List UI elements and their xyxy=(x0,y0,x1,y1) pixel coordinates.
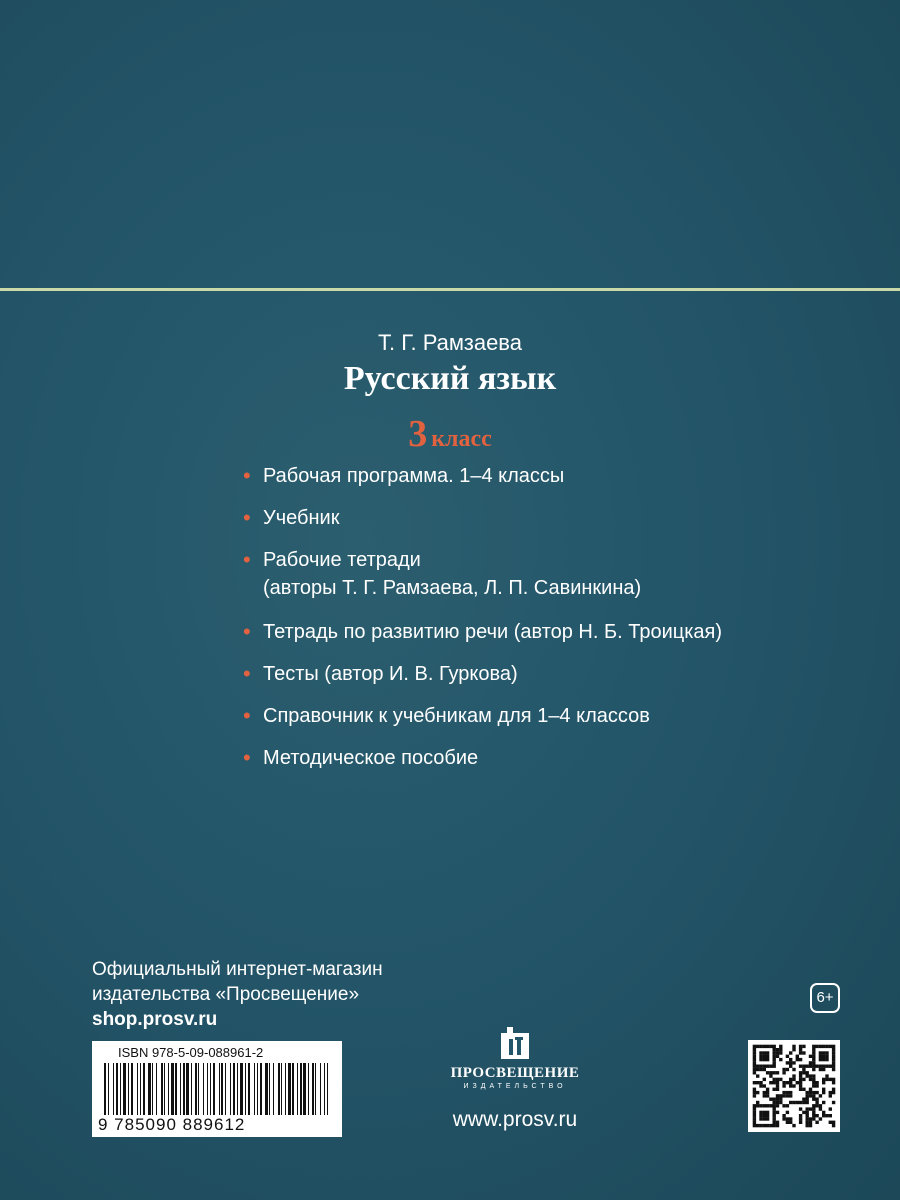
shop-info xyxy=(92,957,383,1032)
barcode-digits: 9 785090 889612 xyxy=(98,1115,246,1134)
list-item-text: Тетрадь по развитию речи (автор Н. Б. Троицкая) xyxy=(263,621,722,643)
shop-url[interactable]: shop.prosv.ru xyxy=(92,1009,218,1030)
list-item xyxy=(243,660,863,688)
author-name: Т. Г. Рамзаева xyxy=(378,330,522,355)
age-rating-badge: 6+ xyxy=(810,983,840,1013)
grade-number: 3 xyxy=(408,413,428,455)
shop-line-2: издательства «Просвещение» xyxy=(92,984,360,1005)
publisher-website[interactable]: www.prosv.ru xyxy=(452,1108,578,1131)
publisher-subtitle: ИЗДАТЕЛЬСТВО xyxy=(463,1083,567,1090)
isbn-text: ISBN 978-5-09-088961-2 xyxy=(118,1045,264,1060)
list-item-text: Справочник к учебникам для 1–4 классов xyxy=(263,705,650,727)
publisher-logo-icon xyxy=(495,1023,535,1063)
grade-word: класс xyxy=(431,426,492,452)
bullet-dot-icon: • xyxy=(243,661,251,686)
bullet-dot-icon: • xyxy=(243,505,251,530)
list-item xyxy=(243,504,863,532)
horizontal-rule xyxy=(0,288,900,291)
bullet-dot-icon: • xyxy=(243,619,251,644)
barcode-bars xyxy=(102,1063,334,1115)
list-item xyxy=(243,618,863,646)
list-item-text: Рабочая программа. 1–4 классы xyxy=(263,465,565,487)
list-item xyxy=(243,462,863,490)
bullet-dot-icon: • xyxy=(243,463,251,488)
book-title: Русский язык xyxy=(343,360,557,397)
qr-code-icon[interactable] xyxy=(748,1040,840,1132)
components-list xyxy=(243,462,863,772)
list-item xyxy=(243,702,863,730)
bullet-dot-icon: • xyxy=(243,703,251,728)
bullet-dot-icon: • xyxy=(243,547,251,572)
shop-line-1: Официальный интернет-магазин xyxy=(92,959,383,980)
list-item xyxy=(243,744,863,772)
list-item-text: Методическое пособие xyxy=(263,747,479,769)
barcode-icon xyxy=(92,1041,342,1137)
bullet-dot-icon: • xyxy=(243,745,251,770)
publisher-logo xyxy=(430,1023,600,1090)
list-item-text: Учебник xyxy=(263,507,340,529)
list-item-text: Рабочие тетради xyxy=(263,549,421,571)
grade-label xyxy=(0,412,900,456)
list-item xyxy=(243,546,863,602)
list-item-text: Тесты (автор И. В. Гуркова) xyxy=(263,663,518,685)
publisher-name: ПРОСВЕЩЕНИЕ xyxy=(450,1065,580,1081)
list-item-subtext: (авторы Т. Г. Рамзаева, Л. П. Савинкина) xyxy=(263,577,642,599)
